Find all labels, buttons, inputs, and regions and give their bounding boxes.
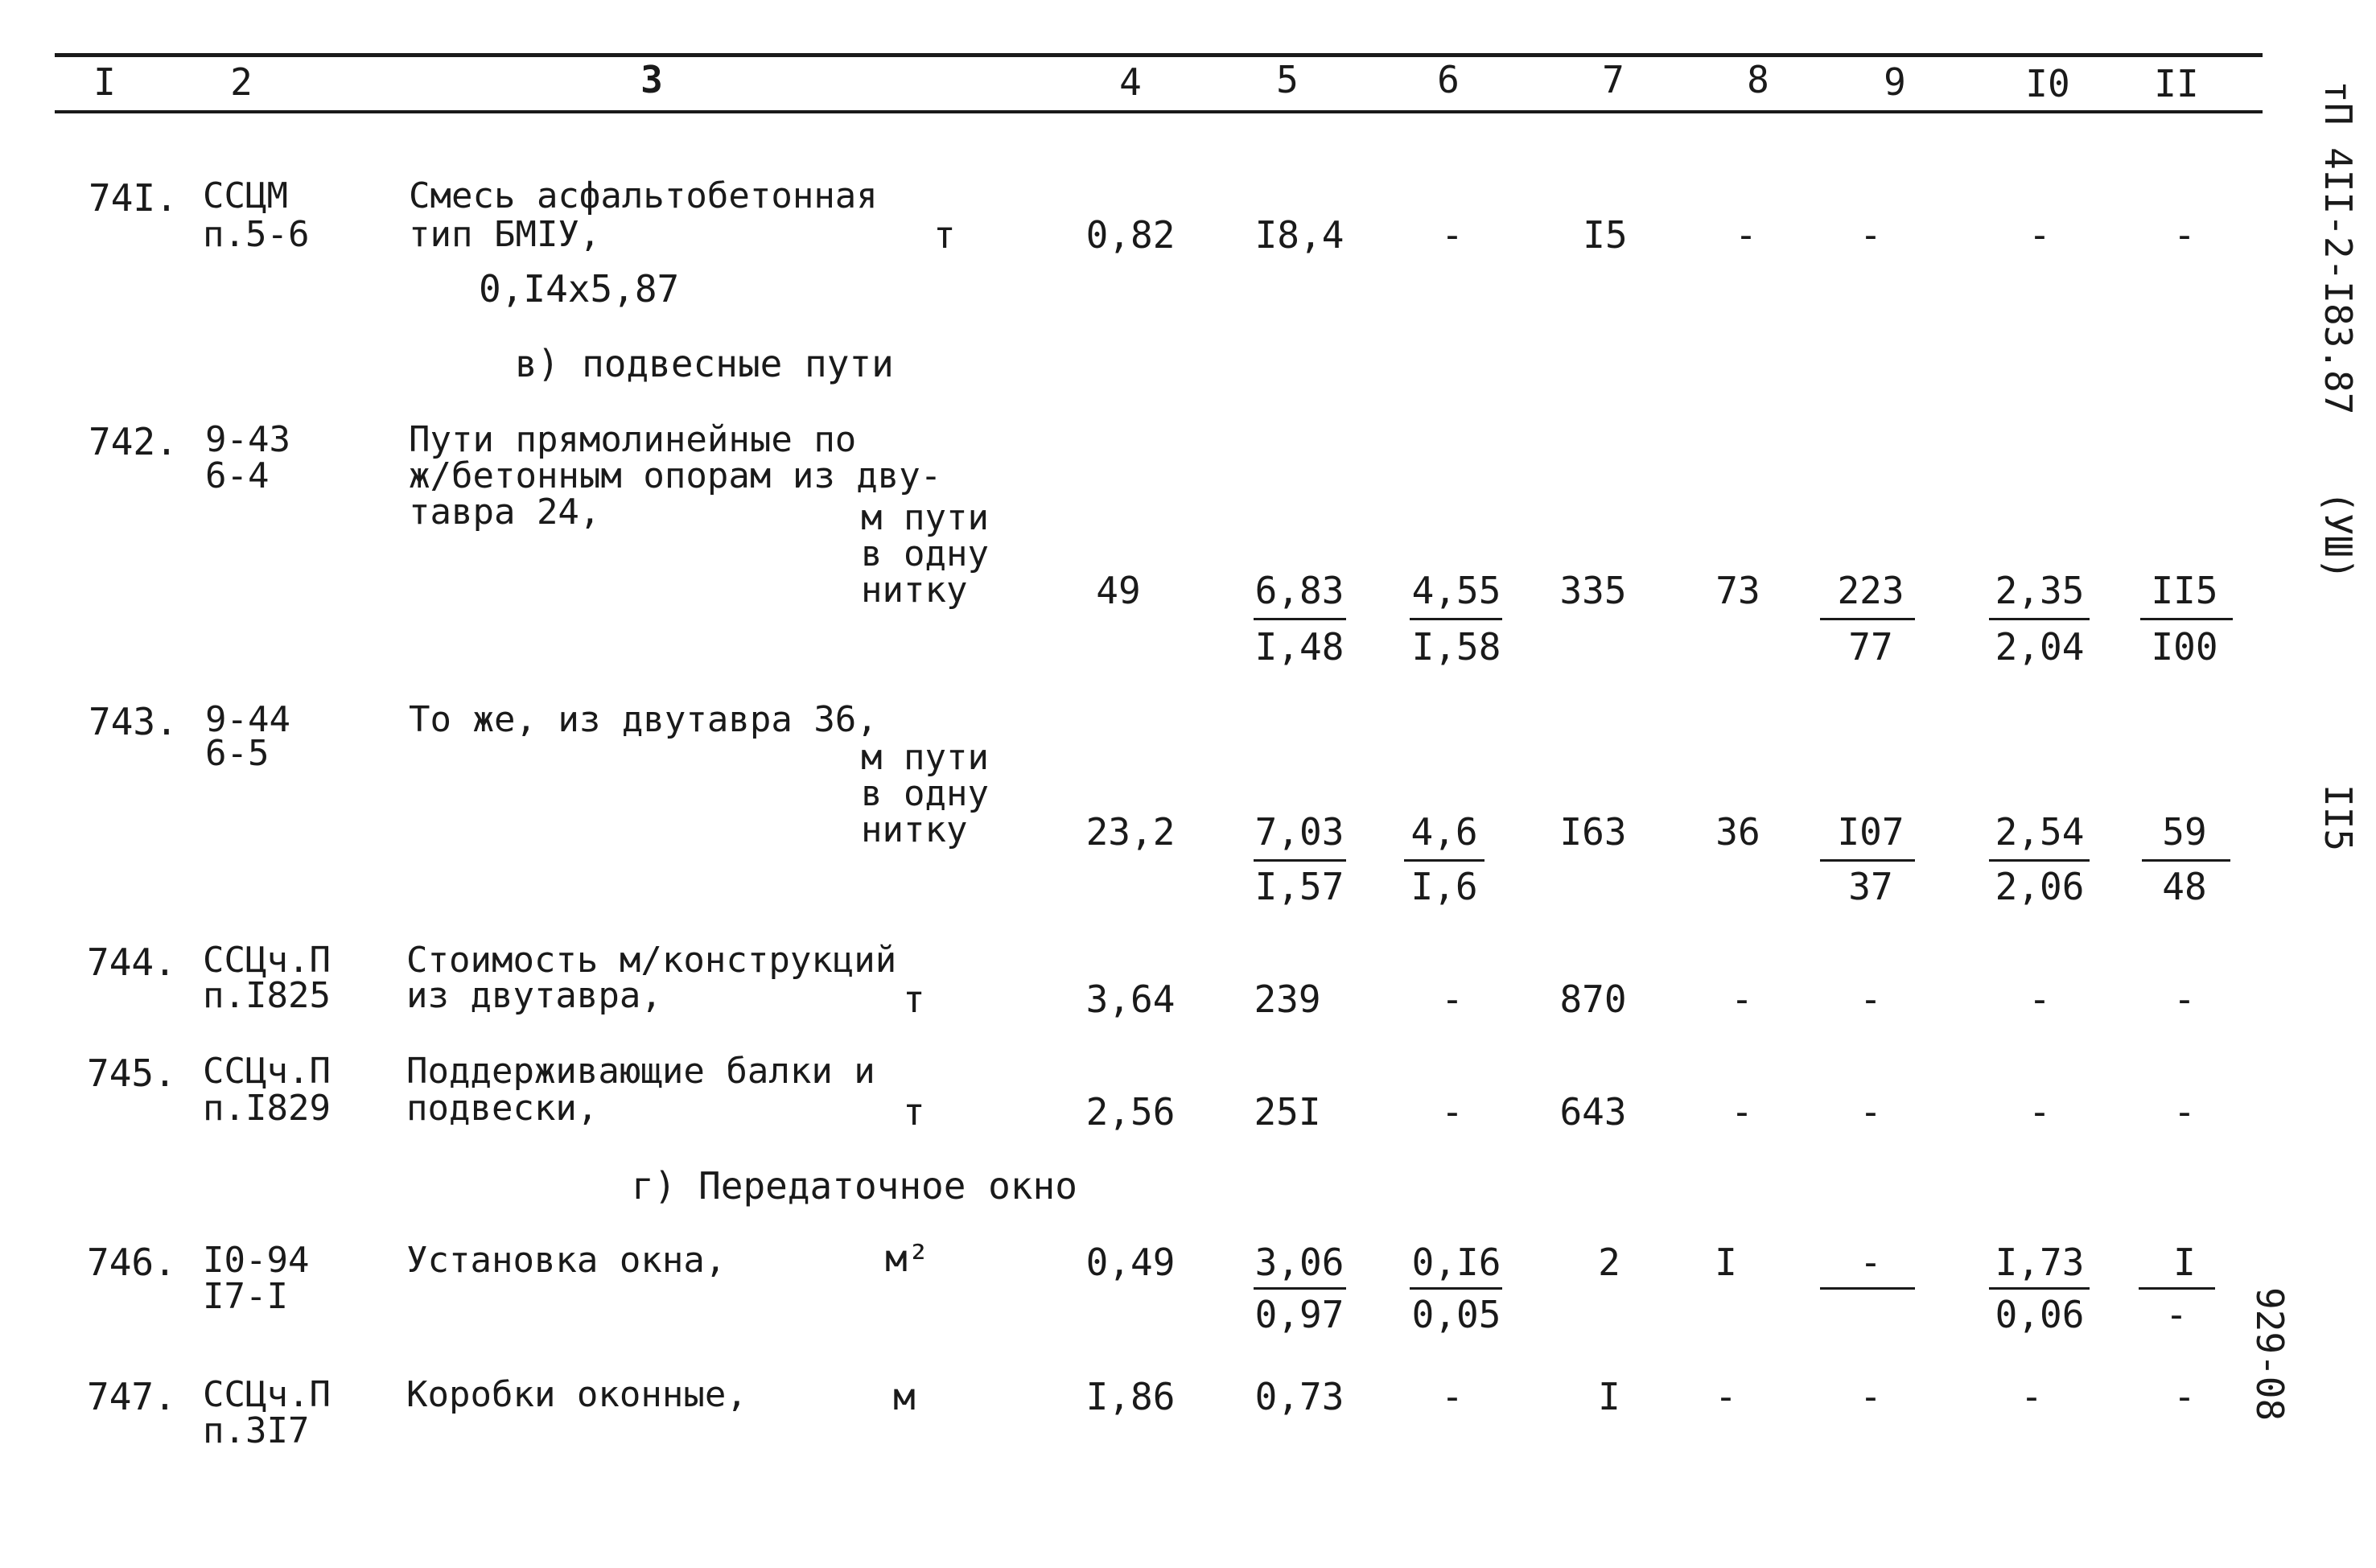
stamp-number: 929-08 — [2248, 1287, 2292, 1422]
work-description: из двутавра, — [406, 975, 662, 1016]
row-number: 746. — [87, 1241, 176, 1284]
cell-col11: - — [2173, 1090, 2196, 1134]
cell-col7: 643 — [1559, 1090, 1627, 1134]
cell-col8: 36 — [1715, 810, 1760, 854]
unit: нитку — [861, 809, 968, 850]
work-description: подвески, — [406, 1088, 599, 1129]
cell-col11: - — [2173, 1375, 2196, 1418]
header-top-rule — [55, 53, 2263, 57]
fraction-bar — [1989, 859, 2090, 862]
cell-col10: - — [2028, 213, 2051, 257]
work-description: тавра 24, — [409, 492, 601, 533]
cell-col8: - — [1731, 977, 1753, 1021]
rate-code: 9-44 — [205, 699, 290, 740]
cell-col6: 0,I6 — [1411, 1241, 1501, 1284]
unit: м пути — [861, 497, 989, 538]
work-description: Смесь асфальтобетонная — [409, 175, 878, 216]
fraction-bar — [1820, 1287, 1915, 1290]
cell-col5: 0,73 — [1254, 1375, 1344, 1418]
cell-col11: - — [2173, 977, 2196, 1021]
cell-col11-denominator: - — [2165, 1293, 2188, 1336]
cell-col11: II5 — [2151, 569, 2218, 612]
cell-col6: - — [1441, 1375, 1464, 1418]
fraction-bar — [1820, 859, 1915, 862]
rate-code: 6-4 — [205, 455, 270, 496]
row-number: 742. — [89, 420, 178, 463]
cell-col7: 2 — [1598, 1241, 1620, 1284]
quantity-formula: 0,I4х5,87 — [479, 267, 680, 311]
cell-col9: I07 — [1837, 810, 1905, 854]
fraction-bar — [1410, 618, 1502, 620]
fraction-bar — [1410, 1287, 1502, 1290]
cell-col6-denominator: I,58 — [1411, 625, 1501, 669]
cell-col9: 223 — [1837, 569, 1905, 612]
cell-col5-denominator: I,48 — [1254, 625, 1344, 669]
cell-col5: 7,03 — [1254, 810, 1344, 854]
col-header-3: 3 — [640, 58, 663, 101]
fraction-bar — [1254, 859, 1346, 862]
rate-code: ССЦМ — [203, 175, 288, 216]
col-header-6: 6 — [1437, 58, 1460, 101]
unit: м² — [885, 1237, 930, 1280]
cell-col9-denominator: 37 — [1848, 865, 1893, 908]
cell-col7: 870 — [1559, 977, 1627, 1021]
work-description: Коробки оконные, — [406, 1374, 747, 1415]
row-number: 747. — [87, 1375, 176, 1418]
cell-col11: I — [2173, 1241, 2196, 1284]
cell-col7: I5 — [1583, 213, 1628, 257]
cell-col6: - — [1441, 213, 1464, 257]
cell-col8: - — [1715, 1375, 1737, 1418]
row-number: 743. — [89, 700, 178, 743]
fraction-bar — [2139, 1287, 2215, 1290]
volume-label: (УШ) — [2316, 491, 2360, 580]
cell-col10-denominator: 2,04 — [1995, 625, 2085, 669]
cell-col4: 49 — [1096, 569, 1141, 612]
cell-col6-denominator: 0,05 — [1411, 1293, 1501, 1336]
cell-col4: 3,64 — [1085, 977, 1176, 1021]
cell-col11-denominator: 48 — [2162, 865, 2207, 908]
fraction-bar — [2140, 618, 2233, 620]
rate-code: I7-I — [203, 1276, 288, 1317]
cell-col10-denominator: 0,06 — [1995, 1293, 2085, 1336]
cell-col11: - — [2173, 213, 2196, 257]
col-header-10: I0 — [2025, 62, 2070, 105]
cell-col5-denominator: 0,97 — [1254, 1293, 1344, 1336]
unit: т — [903, 1090, 925, 1134]
section-heading: г) Передаточное окно — [632, 1164, 1077, 1208]
cell-col10-denominator: 2,06 — [1995, 865, 2085, 908]
cell-col10: 2,35 — [1995, 569, 2085, 612]
cell-col6: - — [1441, 1090, 1464, 1134]
cell-col8: - — [1735, 213, 1757, 257]
page-number: II5 — [2316, 784, 2360, 852]
header-bottom-rule — [55, 110, 2263, 113]
unit: в одну — [861, 773, 989, 814]
col-header-11: II — [2154, 62, 2199, 105]
rate-code: ССЦч.П — [203, 940, 331, 981]
row-number: 744. — [87, 940, 176, 984]
cell-col8: I — [1715, 1241, 1737, 1284]
row-number: 74I. — [89, 176, 178, 220]
cell-col10: I,73 — [1995, 1241, 2085, 1284]
unit: в одну — [861, 533, 989, 574]
fraction-bar — [1989, 1287, 2090, 1290]
rate-code: ССЦч.П — [203, 1051, 331, 1092]
cell-col8: - — [1731, 1090, 1753, 1134]
cell-col9: - — [1859, 1375, 1882, 1418]
unit: т — [903, 977, 925, 1021]
cell-col9-denominator: 77 — [1848, 625, 1893, 669]
cell-col9: - — [1859, 1241, 1882, 1284]
unit: м пути — [861, 737, 989, 778]
fraction-bar — [2142, 859, 2230, 862]
cell-col4: 0,49 — [1085, 1241, 1176, 1284]
cell-col5-denominator: I,57 — [1254, 865, 1344, 908]
work-description: То же, из двутавра 36, — [409, 699, 878, 740]
fraction-bar — [1404, 859, 1484, 862]
section-heading: в) подвесные пути — [515, 342, 894, 385]
cell-col5: 6,83 — [1254, 569, 1344, 612]
fraction-bar — [1820, 618, 1915, 620]
cell-col4: I,86 — [1085, 1375, 1176, 1418]
col-header-4: 4 — [1119, 60, 1142, 104]
rate-code: 9-43 — [205, 419, 290, 460]
unit: м — [893, 1375, 916, 1418]
cell-col5: 25I — [1254, 1090, 1321, 1134]
cell-col5: I8,4 — [1254, 213, 1344, 257]
cell-col7: I — [1598, 1375, 1620, 1418]
cell-col10: - — [2028, 1090, 2051, 1134]
rate-code: 6-5 — [205, 733, 270, 774]
fraction-bar — [1989, 618, 2090, 620]
work-description: тип БМIУ, — [409, 214, 601, 255]
work-description: ж/бетонным опорам из дву- — [409, 455, 942, 496]
document-code: тП 4II-2-I83.87 — [2316, 80, 2360, 415]
cell-col5: 3,06 — [1254, 1241, 1344, 1284]
unit: т — [933, 213, 956, 257]
cell-col6: 4,6 — [1410, 810, 1478, 854]
cell-col9: - — [1859, 1090, 1882, 1134]
col-header-9: 9 — [1884, 60, 1906, 104]
col-header-8: 8 — [1747, 58, 1769, 101]
cell-col10: - — [2028, 977, 2051, 1021]
rate-code: ССЦч.П — [203, 1374, 331, 1415]
cell-col7: I63 — [1559, 810, 1627, 854]
cell-col6: 4,55 — [1411, 569, 1501, 612]
cell-col9: - — [1859, 213, 1882, 257]
rate-code: п.3I7 — [203, 1410, 310, 1451]
rate-code: п.I829 — [203, 1088, 331, 1129]
fraction-bar — [1254, 1287, 1346, 1290]
cell-col11-denominator: I00 — [2151, 625, 2218, 669]
cell-col9: - — [1859, 977, 1882, 1021]
cell-col7: 335 — [1559, 569, 1627, 612]
cell-col6-denominator: I,6 — [1410, 865, 1478, 908]
col-header-7: 7 — [1602, 58, 1624, 101]
cell-col8: 73 — [1715, 569, 1760, 612]
unit: нитку — [861, 570, 968, 611]
col-header-5: 5 — [1276, 58, 1299, 101]
col-header-1: I — [93, 60, 116, 104]
work-description: Установка окна, — [406, 1240, 727, 1281]
rate-code: п.5-6 — [203, 214, 310, 255]
work-description: Стоимость м/конструкций — [406, 940, 897, 981]
cell-col10: - — [2020, 1375, 2043, 1418]
cell-col4: 23,2 — [1085, 810, 1176, 854]
rate-code: п.I825 — [203, 975, 331, 1016]
cell-col4: 2,56 — [1085, 1090, 1176, 1134]
cell-col10: 2,54 — [1995, 810, 2085, 854]
row-number: 745. — [87, 1052, 176, 1095]
work-description: Пути прямолинейные по — [409, 419, 857, 460]
fraction-bar — [1254, 618, 1346, 620]
cell-col4: 0,82 — [1085, 213, 1176, 257]
cell-col11: 59 — [2162, 810, 2207, 854]
work-description: Поддерживающие балки и — [406, 1051, 875, 1092]
cell-col6: - — [1441, 977, 1464, 1021]
rate-code: I0-94 — [203, 1240, 310, 1281]
col-header-2: 2 — [230, 60, 253, 104]
cell-col5: 239 — [1254, 977, 1321, 1021]
